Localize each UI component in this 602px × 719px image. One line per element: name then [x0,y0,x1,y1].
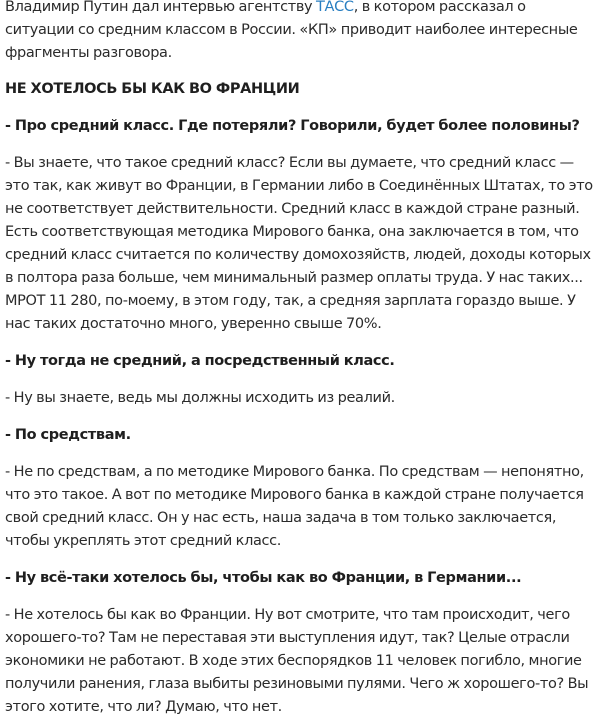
section-heading: НЕ ХОТЕЛОСЬ БЫ КАК ВО ФРАНЦИИ [5,81,300,97]
answer-2: - Ну вы знаете, ведь мы должны исходить из реалий. [5,390,395,406]
tass-link[interactable]: ТАСС [316,0,354,15]
question-4: - Ну всё-таки хотелось бы, чтобы как во Франции, в Германии... [5,570,522,586]
intro-paragraph [5,0,598,65]
intro-text-end: , в котором рассказал о ситуации со средним классом в России. «КП» приводит наиболее интересные фрагменты разговора. [5,0,578,61]
answer-3: - Не по средствам, а по методике Мирового банка. По средствам — непонятно, что это такое. А вот по методике Мирового банка в каждой стране получается свой средний класс. Он у нас есть, наша задача в том только заключается, чтобы укреплять этот средний класс. [5,464,584,549]
question-1: - Про средний класс. Где потеряли? Говорили, будет более половины? [5,118,580,134]
answer-1: - Вы знаете, что такое средний класс? Если вы думаете, что средний класс — это так, как живут во Франции, в Германии либо в Соединённых Штатах, то это не соответствует действительности. Средний класс в каждой стране разный. Есть соответствующая методика Мирового банка, она заключается в том, что средний класс считается по количеству домохозяйств, людей, доходы которых в полтора раза больше, чем минимальный размер оплаты труда. У нас таких... МРОТ 11 280, по-моему, в этом году, так, а средняя зарплата гораздо выше. У нас таких достаточно много, уверенно свыше 70%. [5,155,593,332]
answer-4: - Не хотелось бы как во Франции. Ну вот смотрите, что там происходит, чего хорошего-то? Там не переставая эти выступления идут, так? Целые отрасли экономики не работают. В ходе этих беспорядков 11 человек погибло, многие получили ранения, глаза выбиты резиновыми пулями. Чего ж хорошего-то? Вы этого хотите, что ли? Думаю, что нет. [5,607,589,715]
question-2: - Ну тогда не средний, а посредственный класс. [5,353,395,369]
intro-text-start: Владимир Путин дал интервью агентству [5,0,317,15]
question-3: - По средствам. [5,427,131,443]
